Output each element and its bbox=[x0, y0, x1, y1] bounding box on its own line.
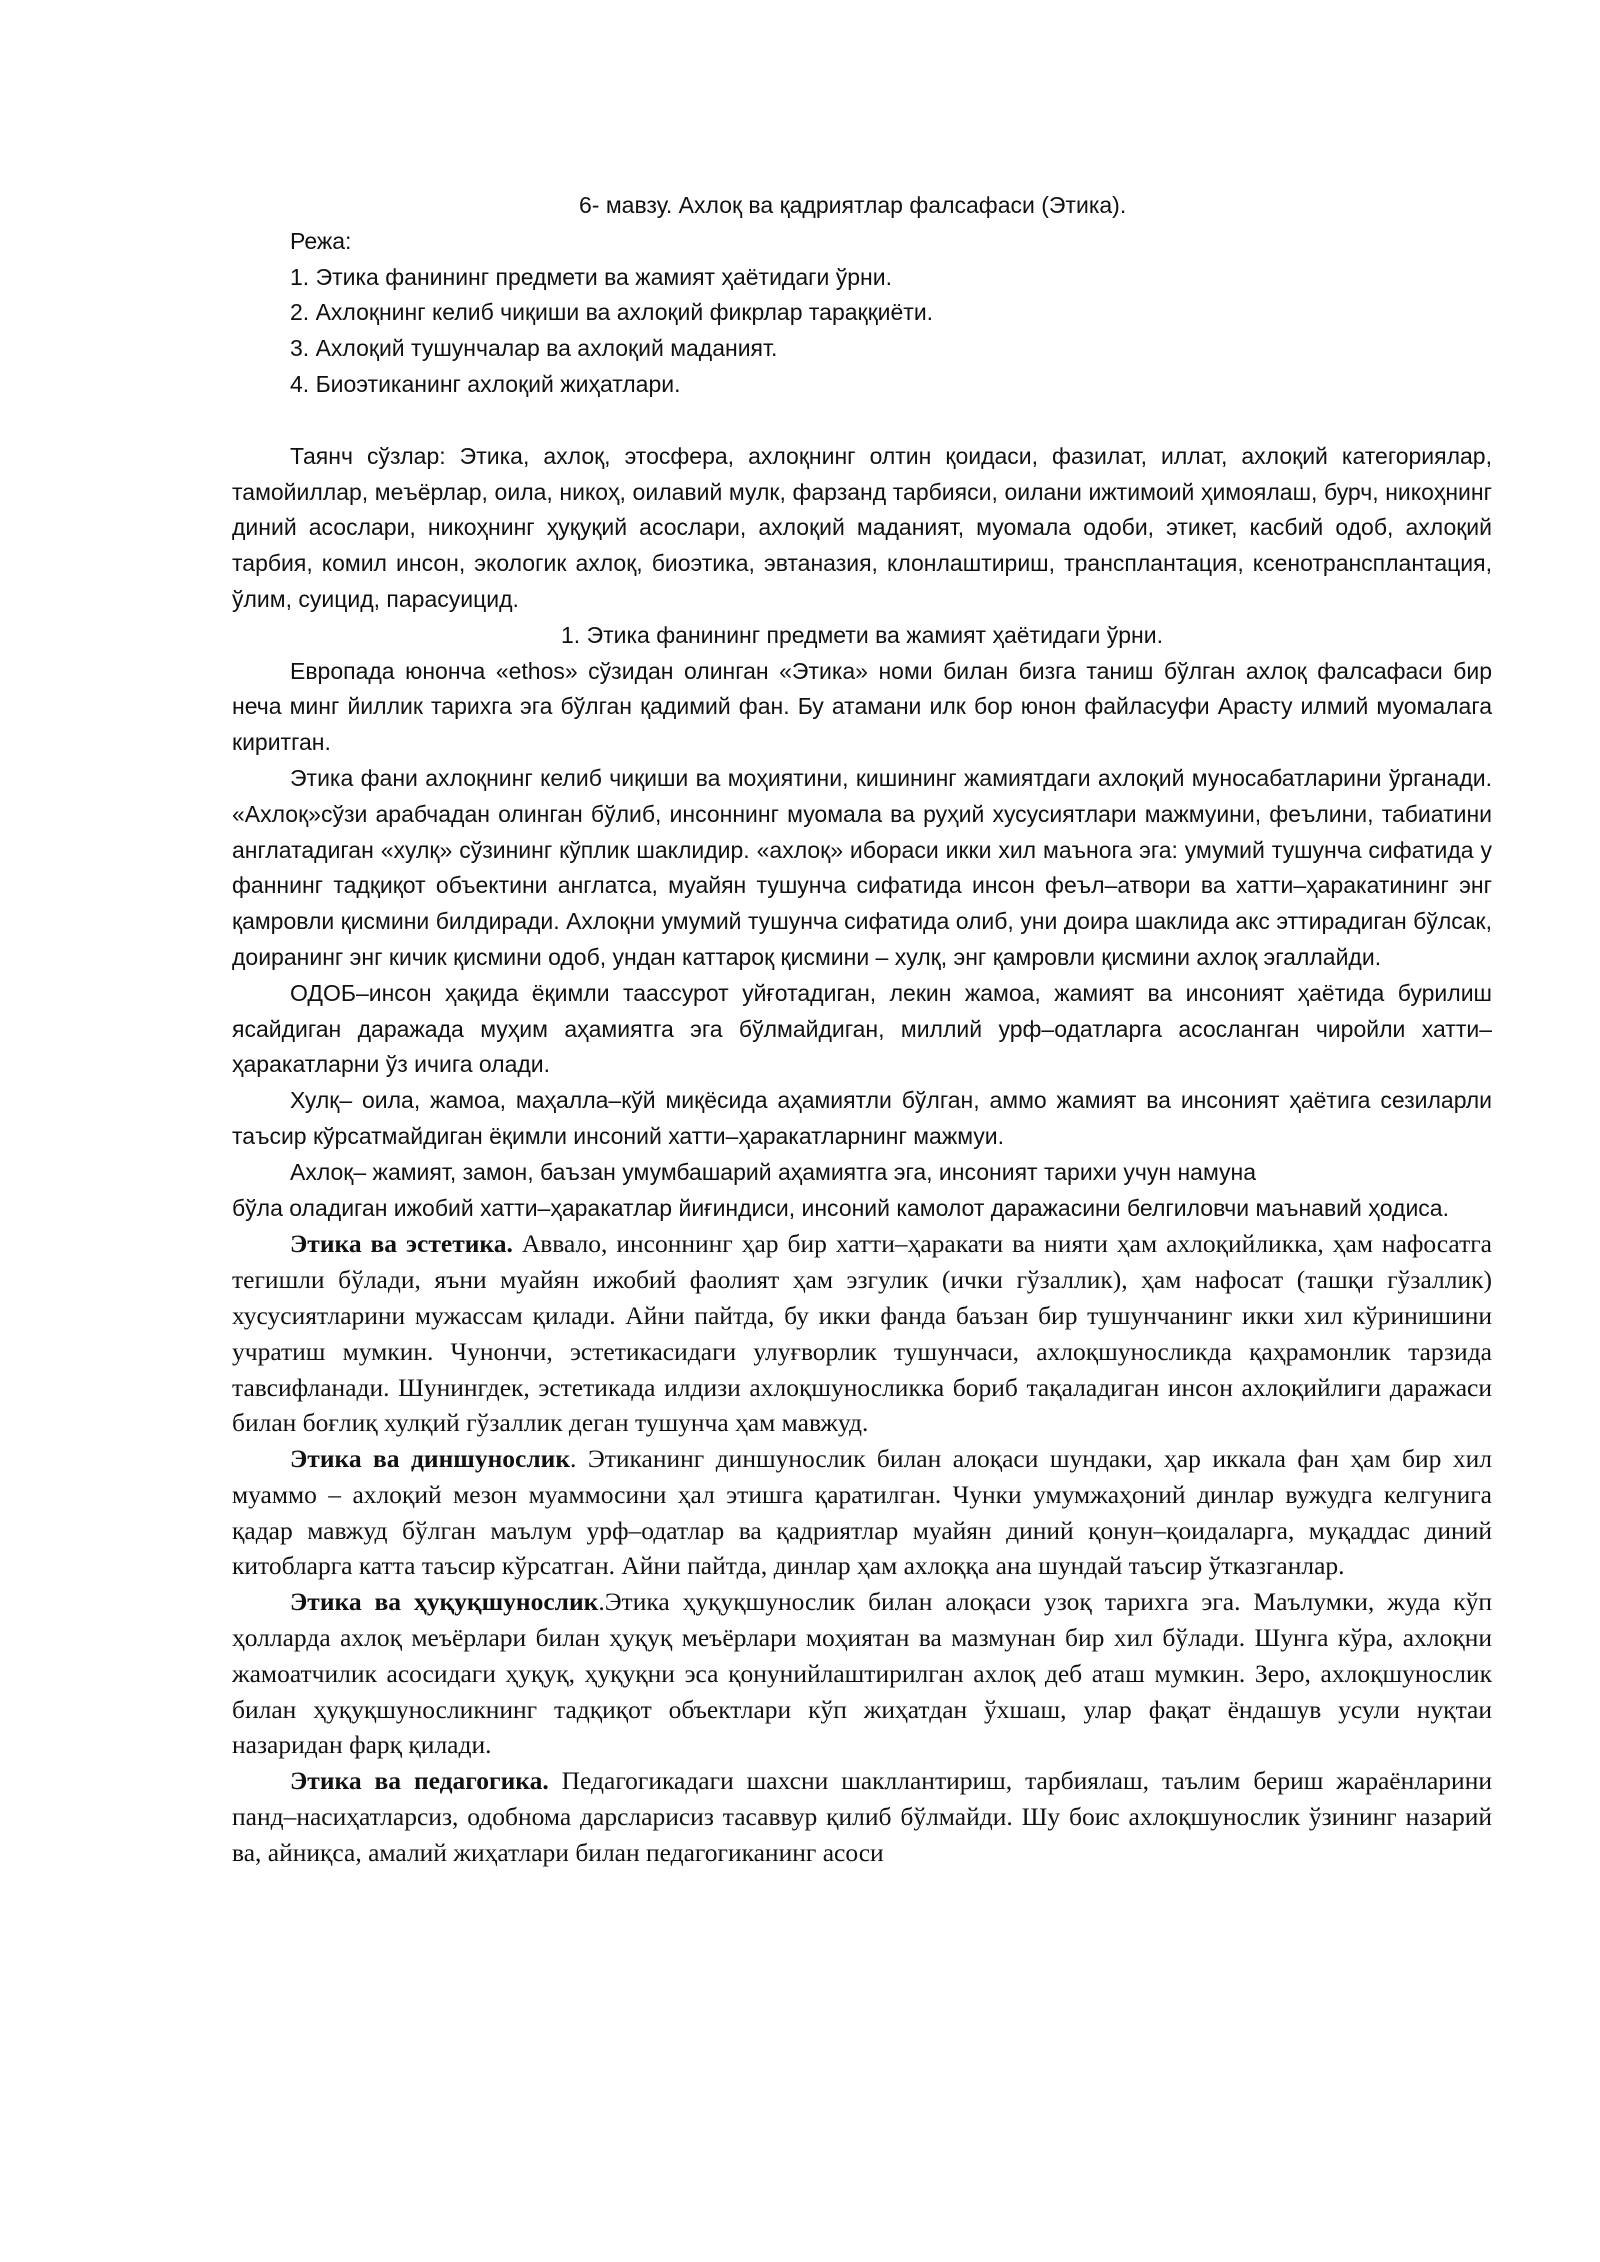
section-heading: 1. Этика фанининг предмети ва жамият ҳаётидаги ўрни. bbox=[561, 621, 1163, 648]
paragraph-continuation: бўла оладиган ижобий хатти–ҳаракатлар йиғиндиси, инсоний камолот даражасини белгиловчи маънавий ҳодиса. bbox=[232, 1194, 1449, 1221]
paragraph: Этика фани ахлоқнинг келиб чиқиши ва моҳиятини, кишининг жамиятдаги ахлоқий муносабатларини ўрганади. «Ахлоқ»сўзи арабчадан олинган бўлиб, инсоннинг муомала ва руҳий хусусиятлари мажмуини, феълини, табиатини англатадиган «хулқ» сўзининг кўплик шаклидир. «ахлоқ» ибораси икки хил маънога эга: умумий тушунча сифатида у фаннинг тадқиқот объектини англатса, муайян тушунча сифатида инсон феъл–атвори ва хатти–ҳаракатининг энг қамровли қисмини билдиради. Ахлоқни умумий тушунча сифатида олиб, уни доира шаклида акс эттирадиган бўлсак, доиранинг энг кичик қисмини одоб, ундан каттароқ қисмини – хулқ, энг қамровли қисмини ахлоқ эгаллайди. bbox=[232, 764, 1492, 970]
plan-heading: Режа: bbox=[290, 227, 352, 254]
paragraph-lead: Этика ва эстетика. bbox=[290, 1229, 513, 1259]
topic-title: 6- мавзу. Ахлоқ ва қадриятлар фалсафаси (Этика). bbox=[579, 192, 1127, 218]
paragraph: Хулқ– оила, жамоа, маҳалла–кўй миқёсида аҳамиятли бўлган, аммо жамият ва инсоният ҳаётига сезиларли таъсир кўрсатмайдиган ёқимли инсоний хатти–ҳаракатларнинг мажмуи. bbox=[232, 1087, 1492, 1149]
paragraph-ethics-law bbox=[232, 1584, 1492, 1763]
paragraph-ethics-pedagogy bbox=[232, 1763, 1492, 1870]
paragraph-ethics-aesthetics bbox=[232, 1226, 1492, 1441]
paragraph-lead: Этика ва ҳуқуқшунослик bbox=[290, 1587, 599, 1617]
paragraph-lead: Этика ва диншунослик bbox=[290, 1444, 571, 1474]
paragraph: Европада юнонча «ethos» сўзидан олинган «Этика» номи билан бизга таниш бўлган ахлоқ фалсафаси бир неча минг йиллик тарихга эга бўлган қадимий фан. Бу атамани илк бор юнон файласуфи Арасту илмий муомалага киритган. bbox=[232, 657, 1492, 756]
spacer bbox=[232, 403, 1492, 439]
document-page bbox=[232, 188, 1492, 1871]
keywords-paragraph: Таянч сўзлар: Этика, ахлоқ, этосфера, ахлоқнинг олтин қоидаси, фазилат, иллат, ахлоқий категориялар, тамойиллар, меъёрлар, оила, никоҳ, оилавий мулк, фарзанд тарбияси, оилани ижтимоий ҳимоялаш, бурч, никоҳнинг диний асослари, никоҳнинг ҳуқуқий асослари, ахлоқий маданият, муомала одоби, этикет, касбий одоб, ахлоқий тарбия, комил инсон, экологик ахлоқ, биоэтика, эвтаназия, клонлаштириш, трансплантация, ксенотрансплантация, ўлим, суицид, парасуицид. bbox=[232, 442, 1492, 612]
paragraph-body: .Этика ҳуқуқшунослик билан алоқаси узоқ тарихга эга. Маълумки, жуда кўп ҳолларда ахлоқ меъёрлари билан ҳуқуқ меъёрлари моҳиятан ва мазмунан бир хил бўлади. Шунга кўра, ахлоқни жамоатчилик асосидаги ҳуқуқ, ҳуқуқни эса қонунийлаштирилган ахлоқ деб аташ мумкин. Зеро, ахлоқшунослик билан ҳуқуқшуносликнинг тадқиқот объектлари кўп жиҳатдан ўхшаш, улар фақат ёндашув усули нуқтаи назаридан фарқ қилади. bbox=[232, 1587, 1492, 1760]
paragraph: ОДОБ–инсон ҳақида ёқимли таассурот уйғотадиган, лекин жамоа, жамият ва инсоният ҳаётида бурилиш ясайдиган даражада муҳим аҳамиятга эга бўлмайдиган, миллий урф–одатларга асосланган чиройли хатти–ҳаракатларни ўз ичига олади. bbox=[232, 979, 1492, 1078]
paragraph-ethics-religion bbox=[232, 1441, 1492, 1584]
plan-block bbox=[232, 224, 1492, 403]
paragraph-body: Аввало, инсоннинг ҳар бир хатти–ҳаракати ва нияти ҳам ахлоқийликка, ҳам нафосатга тегишли бўлади, яъни муайян ижобий фаолият ҳам эзгулик (ички гўзаллик), ҳам нафосат (ташқи гўзаллик) хусусиятларини мужассам қилади. Айни пайтда, бу икки фанда баъзан бир тушунчанинг икки хил кўринишини учратиш мумкин. Чунончи, эстетикасидаги улуғворлик тушунчаси, ахлоқшуносликда қаҳрамонлик тарзида тавсифланади. Шунингдек, эстетикада илдизи ахлоқшуносликка бориб тақаладиган инсон ахлоқийлиги даражаси билан боғлиқ хулқий гўзаллик деган тушунча ҳам мавжуд. bbox=[232, 1229, 1492, 1438]
plan-item: 3. Ахлоқий тушунчалар ва ахлоқий маданият. bbox=[290, 335, 778, 362]
paragraph-body: . Этиканинг диншунослик билан алоқаси шундаки, ҳар иккала фан ҳам бир хил муаммо – ахлоқий мезон муаммосини ҳал этишга қаратилган. Чунки умумжаҳоний динлар вужудга келгунига қадар мавжуд бўлган маълум урф–одатлар ва қадриятлар муайян диний қонун–қоидаларга, муқаддас диний китобларга катта таъсир кўрсатган. Айни пайтда, динлар ҳам ахлоққа ана шундай таъсир ўтказганлар. bbox=[232, 1444, 1493, 1581]
plan-item: 1. Этика фанининг предмети ва жамият ҳаётидаги ўрни. bbox=[290, 263, 892, 290]
paragraph-line: Ахлоқ– жамият, замон, баъзан умумбашарий аҳамиятга эга, инсоният тарихи учун намуна bbox=[290, 1158, 1257, 1185]
paragraph-body: Педагогикадаги шахсни шакллантириш, тарбиялаш, таълим бериш жараёнларини панд–насиҳатларсиз, одобнома дарсларисиз тасаввур қилиб бўлмайди. Шу боис ахлоқшунослик ўзининг назарий ва, айниқса, амалий жиҳатлари билан педагогиканинг асоси bbox=[232, 1766, 1492, 1867]
plan-item: 2. Ахлоқнинг келиб чиқиши ва ахлоқий фикрлар тараққиёти. bbox=[290, 299, 934, 326]
paragraph-lead: Этика ва педагогика. bbox=[290, 1766, 549, 1796]
plan-item: 4. Биоэтиканинг ахлоқий жиҳатлари. bbox=[290, 370, 681, 397]
